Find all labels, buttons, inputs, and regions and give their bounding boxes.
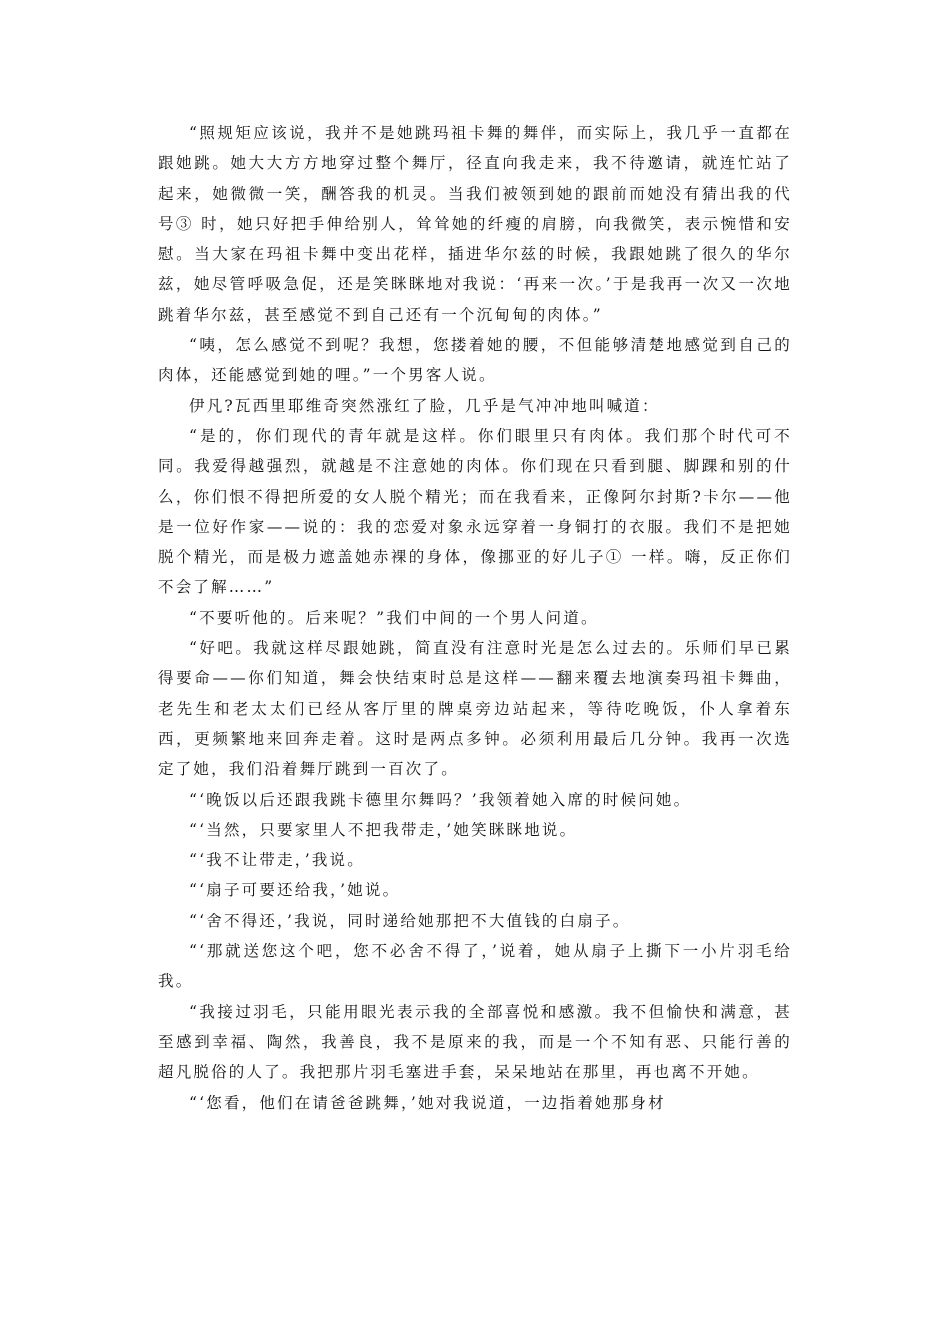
paragraph-1: “照规矩应该说，我并不是她跳玛祖卡舞的舞伴，而实际上，我几乎一直都在跟她跳。她大大方方地穿过整个舞厅，径直向我走来，我不待邀请，就连忙站了起来，她微微一笑，酬答我的机灵。当我们被领到她的跟前而她没有猜出我的代号③ 时，她只好把手伸给别人，耸耸她的纤瘦的肩膀，向我微笑，表示惋惜和安慰。当大家在玛祖卡舞中变出花样，插进华尔兹的时候，我跟她跳了很久的华尔兹，她尽管呼吸急促，还是笑眯眯地对我说：‘再来一次。’于是我再一次又一次地跳着华尔兹，甚至感觉不到自己还有一个沉甸甸的肉体。” [158, 124, 792, 324]
paragraph-8: “‘当然，只要家里人不把我带走，’她笑眯眯地说。 [189, 820, 578, 839]
paragraph-10: “‘扇子可要还给我，’她说。 [189, 881, 401, 900]
story-text [158, 118, 792, 1118]
paragraph-11: “‘舍不得还，’我说，同时递给她那把不大值钱的白扇子。 [189, 911, 631, 930]
paragraph-3: 伊凡?瓦西里耶维奇突然涨红了脸，几乎是气冲冲地叫喊道： [189, 396, 660, 415]
paragraph-5: “不要听他的。后来呢？”我们中间的一个男人问道。 [189, 608, 599, 627]
paragraph-14: “‘您看，他们在请爸爸跳舞，’她对我说道，一边指着她那身材 [189, 1093, 666, 1112]
paragraph-4: “是的，你们现代的青年就是这样。你们眼里只有肉体。我们那个时代可不同。我爱得越强烈，就越是不注意她的肉体。你们现在只看到腿、脚踝和别的什么，你们恨不得把所爱的女人脱个精光；而在我看来，正像阿尔封斯?卡尔——他是一位好作家——说的：我的恋爱对象永远穿着一身铜打的衣服。我们不是把她脱个精光，而是极力遮盖她赤裸的身体，像挪亚的好儿子① 一样。嗨，反正你们不会了解……” [158, 426, 792, 597]
paragraph-12: “‘那就送您这个吧，您不必舍不得了，’说着，她从扇子上撕下一小片羽毛给我。 [158, 942, 792, 991]
paragraph-9: “‘我不让带走，’我说。 [189, 851, 365, 870]
paragraph-2: “咦，怎么感觉不到呢？我想，您搂着她的腰，不但能够清楚地感觉到自己的肉体，还能感觉到她的哩。”一个男客人说。 [158, 336, 792, 385]
paragraph-13: “我接过羽毛，只能用眼光表示我的全部喜悦和感激。我不但愉快和满意，甚至感到幸福、陶然，我善良，我不是原来的我，而是一个不知有恶、只能行善的超凡脱俗的人了。我把那片羽毛塞进手套，呆呆地站在那里，再也离不开她。 [158, 1002, 792, 1082]
paragraph-6: “好吧。我就这样尽跟她跳，简直没有注意时光是怎么过去的。乐师们早已累得要命——你们知道，舞会快结束时总是这样——翻来覆去地演奏玛祖卡舞曲，老先生和老太太们已经从客厅里的牌桌旁边站起来，等待吃晚饭，仆人拿着东西，更频繁地来回奔走着。这时是两点多钟。必须利用最后几分钟。我再一次选定了她，我们沿着舞厅跳到一百次了。 [158, 639, 792, 779]
paragraph-7: “‘晚饭以后还跟我跳卡德里尔舞吗？’我领着她入席的时候问她。 [189, 790, 692, 809]
